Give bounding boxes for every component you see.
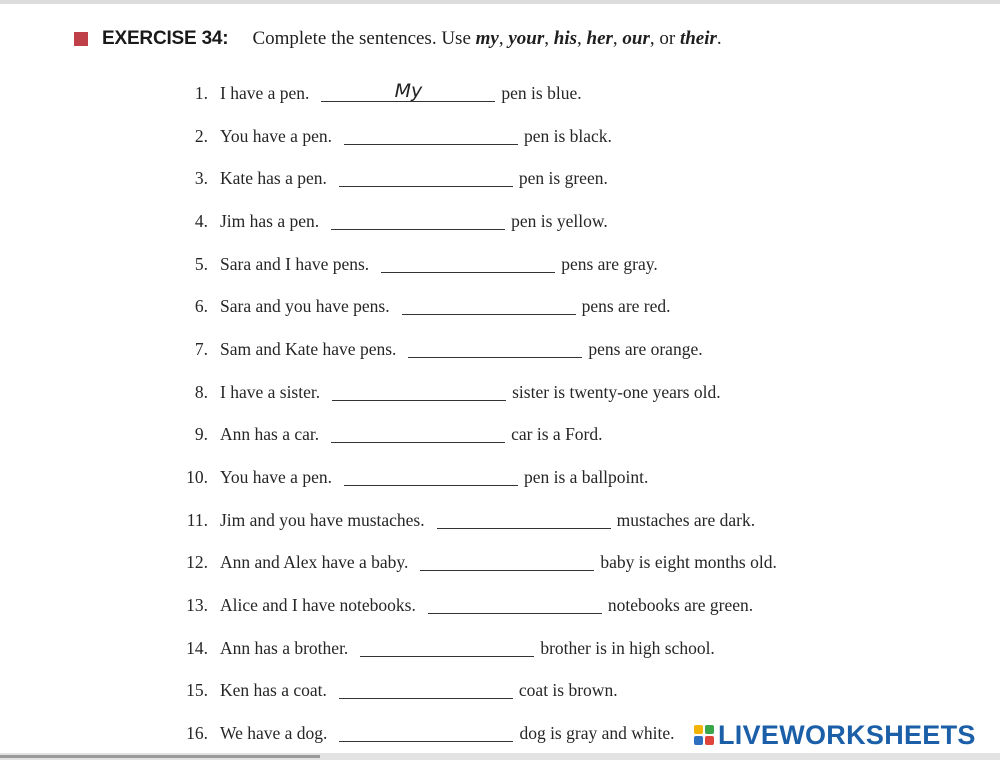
exercise-item xyxy=(172,328,777,371)
answer-blank[interactable] xyxy=(437,508,611,529)
item-prompt: Sam and Kate have pens. xyxy=(220,338,397,359)
answer-blank[interactable] xyxy=(360,636,534,657)
exercise-item xyxy=(172,542,777,585)
item-number: 6. xyxy=(194,296,208,317)
answer-blank[interactable] xyxy=(339,166,513,187)
exercise-item xyxy=(172,243,777,286)
answer-blank[interactable] xyxy=(331,422,505,443)
item-number: 7. xyxy=(194,338,208,359)
exercise-item xyxy=(172,499,777,542)
exercise-item xyxy=(172,584,777,627)
exercise-item xyxy=(172,414,777,457)
item-prompt: Ann has a car. xyxy=(220,424,320,445)
item-rest: pens are red. xyxy=(581,296,671,317)
pronoun-my: my xyxy=(475,28,499,49)
exercise-item xyxy=(172,627,777,670)
item-number: 14. xyxy=(186,637,208,658)
item-prompt: You have a pen. xyxy=(220,125,332,146)
answer-blank[interactable]: My xyxy=(321,81,495,102)
answer-blank[interactable] xyxy=(344,124,518,145)
item-prompt: Ann and Alex have a baby. xyxy=(220,552,409,573)
exercise-item xyxy=(172,157,777,200)
logo-square xyxy=(694,725,703,734)
pronoun-your: your xyxy=(508,28,545,49)
exercise-item xyxy=(172,285,777,328)
item-number: 10. xyxy=(186,467,208,488)
exercise-title: EXERCISE 34: xyxy=(102,28,229,49)
item-prompt: Ken has a coat. xyxy=(220,680,327,701)
answer-blank[interactable] xyxy=(331,209,505,230)
bottom-rule-dark xyxy=(0,755,320,758)
exercise-items xyxy=(172,72,777,755)
item-number: 11. xyxy=(186,509,208,530)
item-number: 13. xyxy=(186,595,208,616)
logo-text: LIVEWORKSHEETS xyxy=(718,719,976,750)
pronoun-his: his xyxy=(553,28,577,49)
exercise-item xyxy=(172,371,777,414)
item-rest: coat is brown. xyxy=(518,680,618,701)
item-prompt: Sara and you have pens. xyxy=(220,296,390,317)
item-prompt: Alice and I have notebooks. xyxy=(220,595,416,616)
item-number: 1. xyxy=(194,82,208,103)
item-number: 15. xyxy=(186,680,208,701)
answer-blank[interactable] xyxy=(402,294,576,315)
item-rest: pen is yellow. xyxy=(511,210,608,231)
logo-square xyxy=(705,736,714,745)
exercise-item xyxy=(172,200,777,243)
answer-blank[interactable] xyxy=(332,380,506,401)
item-number: 16. xyxy=(186,723,208,744)
item-prompt: Kate has a pen. xyxy=(220,168,327,189)
item-rest: pens are gray. xyxy=(561,253,658,274)
item-number: 12. xyxy=(186,552,208,573)
exercise-item xyxy=(172,712,777,755)
answer-blank[interactable] xyxy=(428,593,602,614)
item-rest: notebooks are green. xyxy=(607,595,754,616)
item-rest: sister is twenty-one years old. xyxy=(512,381,721,402)
answer-blank[interactable] xyxy=(408,337,582,358)
item-number: 8. xyxy=(194,381,208,402)
exercise-item xyxy=(172,670,777,713)
item-prompt: Ann has a brother. xyxy=(220,637,349,658)
answer-blank[interactable] xyxy=(420,550,594,571)
exercise-instruction: Complete the sentences. Use my, your, his, her, our, or their. xyxy=(252,28,722,49)
answer-blank[interactable] xyxy=(339,721,513,742)
item-prompt: Jim has a pen. xyxy=(220,210,320,231)
exercise-item xyxy=(172,72,777,115)
item-rest: brother is in high school. xyxy=(540,637,715,658)
item-rest: car is a Ford. xyxy=(511,424,603,445)
item-rest: pen is blue. xyxy=(501,82,582,103)
pronoun-our: our xyxy=(622,28,650,49)
item-number: 2. xyxy=(194,125,208,146)
item-rest: dog is gray and white. xyxy=(519,723,675,744)
pronoun-her: her xyxy=(586,28,613,49)
item-number: 3. xyxy=(194,168,208,189)
item-number: 4. xyxy=(194,210,208,231)
liveworksheets-logo xyxy=(694,719,976,751)
liveworksheets-logo-icon xyxy=(694,725,714,745)
bottom-rule xyxy=(0,753,1000,760)
item-number: 5. xyxy=(194,253,208,274)
item-rest: pens are orange. xyxy=(588,338,703,359)
top-rule xyxy=(0,0,1000,4)
item-rest: pen is green. xyxy=(518,168,608,189)
logo-square xyxy=(694,736,703,745)
item-prompt: I have a pen. xyxy=(220,82,310,103)
pronoun-their: their xyxy=(679,28,717,49)
answer-blank[interactable] xyxy=(381,252,555,273)
item-prompt: I have a sister. xyxy=(220,381,321,402)
exercise-header xyxy=(74,26,722,52)
exercise-item xyxy=(172,115,777,158)
item-rest: baby is eight months old. xyxy=(600,552,777,573)
exercise-item xyxy=(172,456,777,499)
item-number: 9. xyxy=(194,424,208,445)
item-rest: mustaches are dark. xyxy=(616,509,756,530)
item-prompt: You have a pen. xyxy=(220,467,332,488)
item-prompt: Jim and you have mustaches. xyxy=(220,509,425,530)
item-rest: pen is black. xyxy=(523,125,612,146)
item-prompt: Sara and I have pens. xyxy=(220,253,370,274)
item-prompt: We have a dog. xyxy=(220,723,328,744)
item-rest: pen is a ballpoint. xyxy=(523,467,649,488)
square-bullet-icon xyxy=(74,32,88,46)
answer-blank[interactable] xyxy=(344,465,518,486)
logo-square xyxy=(705,725,714,734)
answer-blank[interactable] xyxy=(339,678,513,699)
